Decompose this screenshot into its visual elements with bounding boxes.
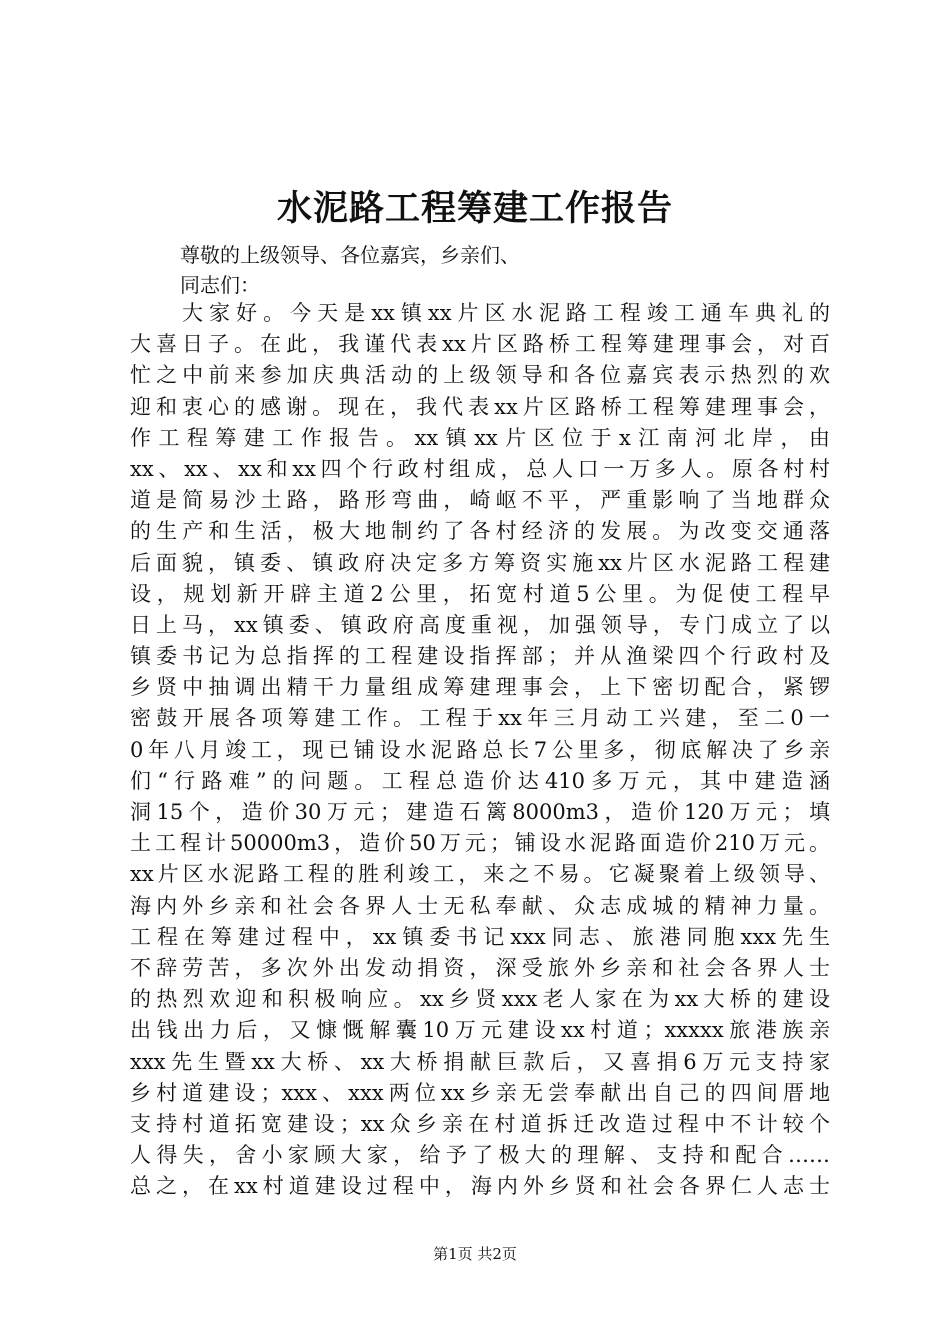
- body-line: 不辞劳苦，多次外出发动捐资，深受旅外乡亲和社会各界人士: [130, 955, 830, 980]
- body-line: 土工程计50000m3，造价50万元；铺设水泥路面造价210万元。: [130, 831, 830, 856]
- body-line: 日上马，xx镇委、镇政府高度重视，加强领导，专门成立了以: [130, 612, 830, 637]
- document-title: 水泥路工程筹建工作报告: [276, 188, 673, 229]
- body-line: 乡贤中抽调出精干力量组成筹建理事会，上下密切配合，紧锣: [130, 675, 830, 700]
- body-line: 们“行路难”的问题。工程总造价达410多万元，其中建造涵: [130, 768, 830, 793]
- salutation-line: 尊敬的上级领导、各位嘉宾，乡亲们、: [180, 243, 520, 267]
- body-line: xx片区水泥路工程的胜利竣工，来之不易。它凝聚着上级领导、: [130, 862, 830, 887]
- body-line: 大喜日子。在此，我谨代表xx片区路桥工程筹建理事会，对百: [130, 332, 830, 357]
- body-line: 作工程筹建工作报告。xx镇xx片区位于x江南河北岸，由: [130, 425, 830, 450]
- body-line: 密鼓开展各项筹建工作。工程于xx年三月动工兴建，至二0一: [130, 706, 830, 731]
- body-line: xx、xx、xx和xx四个行政村组成，总人口一万多人。原各村村: [130, 456, 830, 481]
- body-line: 洞15个，造价30万元；建造石篱8000m3，造价120万元；填: [130, 800, 830, 824]
- body-line: 的热烈欢迎和积极响应。xx乡贤xxx老人家在为xx大桥的建设: [130, 987, 830, 1012]
- body-line: 的生产和生活，极大地制约了各村经济的发展。为改变交通落: [130, 519, 830, 544]
- body-line: 道是简易沙土路，路形弯曲，崎岖不平，严重影响了当地群众: [130, 488, 830, 513]
- salutation-line: 同志们：: [180, 273, 260, 297]
- body-line: 出钱出力后，又慷慨解囊10万元建设xx村道；xxxxx旅港族亲: [130, 1018, 830, 1043]
- body-line: 镇委书记为总指挥的工程建设指挥部；并从渔梁四个行政村及: [130, 644, 830, 669]
- body-line: 支持村道拓宽建设；xx众乡亲在村道拆迁改造过程中不计较个: [130, 1111, 830, 1136]
- body-line: 人得失，舍小家顾大家，给予了极大的理解、支持和配合……: [130, 1143, 830, 1168]
- body-line: 海内外乡亲和社会各界人士无私奉献、众志成城的精神力量。: [130, 893, 830, 918]
- body-line: 总之，在xx村道建设过程中，海内外乡贤和社会各界仁人志士: [130, 1174, 830, 1199]
- body-line: 大家好。今天是xx镇xx片区水泥路工程竣工通车典礼的: [182, 301, 830, 325]
- report-body: [130, 298, 830, 1202]
- body-line: 乡村道建设；xxx、xxx两位xx乡亲无尝奉献出自己的四间厝地: [130, 1080, 830, 1105]
- body-line: xxx先生暨xx大桥、xx大桥捐献巨款后，又喜捐6万元支持家: [130, 1049, 830, 1074]
- page-footer: 第1页 共2页: [433, 1245, 517, 1263]
- body-line: 后面貌，镇委、镇政府决定多方筹资实施xx片区水泥路工程建: [130, 550, 830, 575]
- body-line: 忙之中前来参加庆典活动的上级领导和各位嘉宾表示热烈的欢: [130, 363, 830, 388]
- body-line: 设，规划新开辟主道2公里，拓宽村道5公里。为促使工程早: [130, 581, 830, 606]
- body-line: 0年八月竣工，现已铺设水泥路总长7公里多，彻底解决了乡亲: [130, 737, 830, 762]
- body-line: 迎和衷心的感谢。现在，我代表xx片区路桥工程筹建理事会，: [130, 394, 830, 419]
- body-line: 工程在筹建过程中，xx镇委书记xxx同志、旅港同胞xxx先生: [130, 924, 830, 949]
